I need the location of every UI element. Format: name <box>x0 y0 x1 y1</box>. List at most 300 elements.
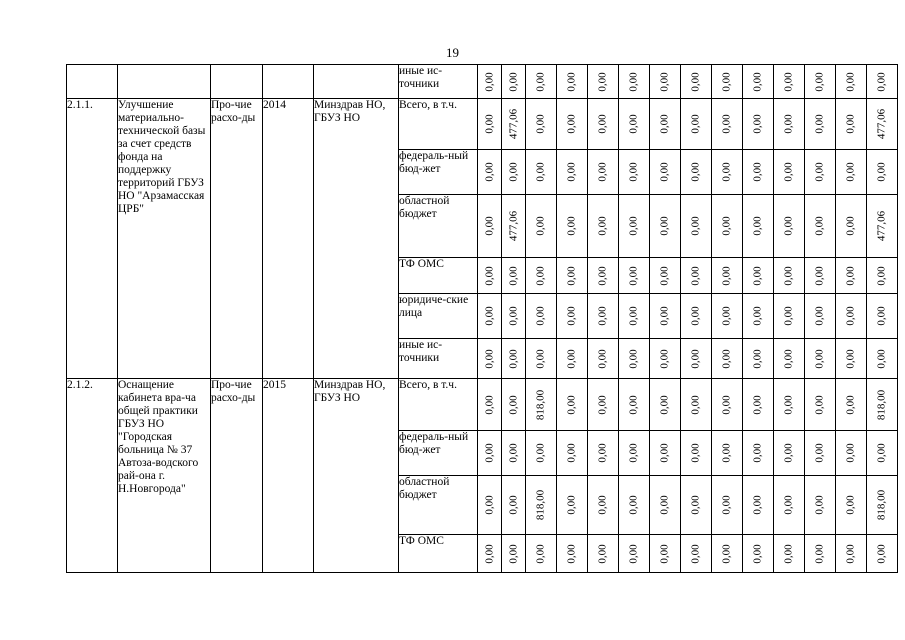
value-cell <box>867 294 898 339</box>
value-cell <box>743 535 774 573</box>
value-cell <box>619 150 650 195</box>
value-text: 0,00 <box>483 306 495 326</box>
value-cell <box>712 65 743 99</box>
value-cell <box>557 195 588 258</box>
value-cell <box>867 258 898 294</box>
value-text: 0,00 <box>565 394 578 415</box>
value-cell <box>743 379 774 431</box>
value-text: 0,00 <box>782 216 795 236</box>
value-text: 477,06 <box>875 210 888 242</box>
value-cell <box>619 379 650 431</box>
value-cell <box>619 294 650 339</box>
empty-cell <box>211 65 263 99</box>
source-cell: иные ис-точники <box>399 65 478 99</box>
executor-cell: Минздрав НО, ГБУЗ НО <box>314 379 399 573</box>
value-cell <box>526 294 557 339</box>
value-cell <box>774 150 805 195</box>
value-cell <box>619 535 650 573</box>
value-text: 0,00 <box>565 306 578 326</box>
value-text: 0,00 <box>844 394 857 415</box>
value-cell <box>867 99 898 150</box>
source-cell: областной бюджет <box>399 195 478 258</box>
value-text: 0,00 <box>689 443 702 463</box>
value-cell <box>836 195 867 258</box>
value-cell <box>743 294 774 339</box>
value-text: 0,00 <box>844 495 857 515</box>
value-cell <box>805 258 836 294</box>
value-text: 0,00 <box>483 162 495 182</box>
value-text: 0,00 <box>507 306 519 326</box>
value-text: 0,00 <box>689 495 702 515</box>
value-text: 0,00 <box>627 162 640 182</box>
value-text: 0,00 <box>507 162 519 182</box>
value-cell <box>478 65 502 99</box>
value-text: 0,00 <box>658 394 671 415</box>
value-cell <box>502 258 526 294</box>
value-cell <box>502 535 526 573</box>
value-cell <box>712 99 743 150</box>
value-cell <box>650 535 681 573</box>
value-text: 0,00 <box>751 495 764 515</box>
value-cell <box>526 431 557 476</box>
value-cell <box>478 150 502 195</box>
value-cell <box>502 339 526 379</box>
value-cell <box>557 431 588 476</box>
value-cell <box>557 258 588 294</box>
value-cell <box>478 294 502 339</box>
value-text: 0,00 <box>627 306 640 326</box>
item-id-cell: 2.1.1. <box>67 99 118 379</box>
value-text: 0,00 <box>483 543 495 564</box>
table-body <box>67 65 898 573</box>
value-cell <box>681 339 712 379</box>
value-text: 0,00 <box>689 348 702 369</box>
empty-cell <box>67 65 118 99</box>
source-cell: областной бюджет <box>399 476 478 535</box>
value-text: 0,00 <box>507 265 519 286</box>
value-text: 0,00 <box>689 394 702 415</box>
value-cell <box>681 379 712 431</box>
value-text: 0,00 <box>720 162 733 182</box>
value-text: 0,00 <box>844 443 857 463</box>
value-text: 0,00 <box>751 114 764 134</box>
value-cell <box>478 379 502 431</box>
value-cell <box>743 339 774 379</box>
value-text: 0,00 <box>596 443 609 463</box>
executor-cell: Минздрав НО, ГБУЗ НО <box>314 99 399 379</box>
value-text: 0,00 <box>596 306 609 326</box>
value-text: 0,00 <box>596 495 609 515</box>
value-cell <box>712 431 743 476</box>
value-text: 0,00 <box>534 443 547 463</box>
value-cell <box>557 535 588 573</box>
source-cell: юридиче-ские лица <box>399 294 478 339</box>
value-text: 0,00 <box>483 114 495 134</box>
value-cell <box>478 99 502 150</box>
value-text: 0,00 <box>844 216 857 236</box>
value-cell <box>502 431 526 476</box>
value-cell <box>836 294 867 339</box>
value-text: 0,00 <box>782 443 795 463</box>
value-text: 0,00 <box>596 114 609 134</box>
value-cell <box>478 258 502 294</box>
value-text: 0,00 <box>875 162 888 182</box>
value-cell <box>588 99 619 150</box>
value-cell <box>774 195 805 258</box>
value-text: 0,00 <box>720 348 733 369</box>
value-cell <box>526 195 557 258</box>
value-cell <box>588 258 619 294</box>
value-cell <box>836 476 867 535</box>
value-text: 0,00 <box>844 543 857 564</box>
value-text: 0,00 <box>720 543 733 564</box>
value-cell <box>774 294 805 339</box>
value-cell <box>805 476 836 535</box>
value-cell <box>805 99 836 150</box>
value-cell <box>588 535 619 573</box>
value-cell <box>502 476 526 535</box>
value-text: 0,00 <box>751 348 764 369</box>
value-cell <box>805 150 836 195</box>
value-cell <box>650 379 681 431</box>
value-cell <box>774 258 805 294</box>
value-cell <box>836 65 867 99</box>
value-cell <box>867 339 898 379</box>
value-cell <box>712 258 743 294</box>
value-cell <box>588 150 619 195</box>
value-text: 0,00 <box>596 394 609 415</box>
value-text: 0,00 <box>596 71 609 92</box>
value-cell <box>743 99 774 150</box>
value-text: 0,00 <box>483 265 495 286</box>
value-cell <box>557 339 588 379</box>
value-text: 0,00 <box>782 543 795 564</box>
year-cell: 2014 <box>263 99 314 379</box>
value-text: 0,00 <box>483 443 495 463</box>
value-text: 0,00 <box>565 495 578 515</box>
value-text: 0,00 <box>720 114 733 134</box>
value-cell <box>526 535 557 573</box>
value-cell <box>557 476 588 535</box>
value-text: 0,00 <box>813 306 826 326</box>
value-cell <box>650 195 681 258</box>
value-text: 0,00 <box>813 348 826 369</box>
value-cell <box>836 150 867 195</box>
value-cell <box>526 99 557 150</box>
value-cell <box>805 294 836 339</box>
value-text: 0,00 <box>720 443 733 463</box>
value-cell <box>650 339 681 379</box>
value-cell <box>557 379 588 431</box>
value-cell <box>836 535 867 573</box>
value-text: 0,00 <box>565 543 578 564</box>
source-cell: иные ис-точники <box>399 339 478 379</box>
source-cell: ТФ ОМС <box>399 535 478 573</box>
value-text: 0,00 <box>534 71 547 92</box>
value-cell <box>619 476 650 535</box>
value-text: 0,00 <box>658 348 671 369</box>
value-cell <box>681 195 712 258</box>
value-text: 0,00 <box>507 495 519 515</box>
value-text: 0,00 <box>813 443 826 463</box>
expense-type-cell: Про-чие расхо-ды <box>211 99 263 379</box>
table-row <box>67 65 898 99</box>
value-cell <box>619 65 650 99</box>
value-cell <box>681 99 712 150</box>
value-cell <box>588 379 619 431</box>
value-text: 0,00 <box>627 495 640 515</box>
value-text: 477,06 <box>507 108 519 140</box>
value-text: 0,00 <box>658 543 671 564</box>
value-text: 0,00 <box>565 71 578 92</box>
value-cell <box>681 150 712 195</box>
value-text: 0,00 <box>844 114 857 134</box>
value-text: 0,00 <box>534 114 547 134</box>
value-cell <box>774 379 805 431</box>
source-cell: федераль-ный бюд-жет <box>399 150 478 195</box>
value-text: 0,00 <box>844 162 857 182</box>
value-text: 0,00 <box>813 495 826 515</box>
value-text: 818,00 <box>534 389 547 420</box>
table-row <box>67 379 898 431</box>
value-cell <box>867 195 898 258</box>
value-cell <box>502 65 526 99</box>
value-cell <box>743 195 774 258</box>
value-cell <box>681 476 712 535</box>
value-text: 0,00 <box>720 306 733 326</box>
value-cell <box>867 476 898 535</box>
value-text: 0,00 <box>689 265 702 286</box>
value-cell <box>650 431 681 476</box>
value-text: 818,00 <box>875 389 888 420</box>
value-cell <box>502 294 526 339</box>
value-cell <box>867 150 898 195</box>
value-text: 0,00 <box>875 265 888 286</box>
value-text: 0,00 <box>782 348 795 369</box>
value-cell <box>588 195 619 258</box>
value-cell <box>557 294 588 339</box>
value-text: 0,00 <box>751 216 764 236</box>
value-text: 0,00 <box>720 71 733 92</box>
value-text: 0,00 <box>689 216 702 236</box>
value-text: 0,00 <box>689 543 702 564</box>
value-text: 0,00 <box>627 394 640 415</box>
value-cell <box>867 431 898 476</box>
value-text: 0,00 <box>875 348 888 369</box>
value-text: 818,00 <box>875 489 888 521</box>
value-text: 0,00 <box>658 71 671 92</box>
item-id-cell: 2.1.2. <box>67 379 118 573</box>
value-text: 0,00 <box>875 306 888 326</box>
value-text: 0,00 <box>751 543 764 564</box>
value-text: 0,00 <box>813 216 826 236</box>
value-cell <box>805 431 836 476</box>
value-cell <box>712 379 743 431</box>
value-text: 0,00 <box>782 265 795 286</box>
value-cell <box>526 150 557 195</box>
value-text: 0,00 <box>658 495 671 515</box>
value-text: 477,06 <box>875 108 888 140</box>
value-text: 0,00 <box>596 543 609 564</box>
value-cell <box>743 150 774 195</box>
value-cell <box>502 150 526 195</box>
value-cell <box>836 431 867 476</box>
value-cell <box>712 535 743 573</box>
value-text: 0,00 <box>782 306 795 326</box>
value-text: 0,00 <box>875 443 888 463</box>
value-text: 0,00 <box>875 543 888 564</box>
value-text: 0,00 <box>813 71 826 92</box>
value-cell <box>836 339 867 379</box>
value-text: 0,00 <box>720 394 733 415</box>
value-cell <box>774 99 805 150</box>
value-text: 0,00 <box>507 543 519 564</box>
value-cell <box>619 431 650 476</box>
value-cell <box>650 99 681 150</box>
item-title-cell: Оснащение кабинета вра-ча общей практики ГБУЗ НО "Городская больница № 37 Автоза-водского рай-она г. Н.Новгорода" <box>118 379 211 573</box>
value-text: 0,00 <box>782 71 795 92</box>
value-text: 0,00 <box>534 216 547 236</box>
value-cell <box>805 339 836 379</box>
value-text: 0,00 <box>813 394 826 415</box>
value-text: 0,00 <box>534 543 547 564</box>
value-text: 0,00 <box>658 265 671 286</box>
value-cell <box>712 195 743 258</box>
value-text: 0,00 <box>689 71 702 92</box>
value-cell <box>774 431 805 476</box>
value-cell <box>774 65 805 99</box>
value-cell <box>774 339 805 379</box>
value-cell <box>650 150 681 195</box>
expense-type-cell: Про-чие расхо-ды <box>211 379 263 573</box>
value-cell <box>743 258 774 294</box>
value-text: 0,00 <box>751 443 764 463</box>
value-cell <box>681 535 712 573</box>
value-cell <box>502 99 526 150</box>
year-cell: 2015 <box>263 379 314 573</box>
value-text: 0,00 <box>875 71 888 92</box>
value-cell <box>681 258 712 294</box>
table-row <box>67 99 898 150</box>
value-text: 0,00 <box>627 348 640 369</box>
value-cell <box>502 195 526 258</box>
value-text: 0,00 <box>596 265 609 286</box>
value-cell <box>867 65 898 99</box>
value-text: 0,00 <box>689 162 702 182</box>
value-cell <box>526 476 557 535</box>
value-cell <box>805 535 836 573</box>
value-cell <box>619 339 650 379</box>
value-text: 0,00 <box>483 71 495 92</box>
value-text: 0,00 <box>627 265 640 286</box>
value-cell <box>588 431 619 476</box>
value-cell <box>619 99 650 150</box>
value-text: 0,00 <box>782 495 795 515</box>
value-cell <box>836 99 867 150</box>
value-text: 0,00 <box>596 348 609 369</box>
value-text: 0,00 <box>596 216 609 236</box>
value-text: 0,00 <box>813 543 826 564</box>
value-cell <box>681 65 712 99</box>
value-cell <box>557 150 588 195</box>
value-cell <box>805 195 836 258</box>
value-cell <box>650 476 681 535</box>
financing-table <box>66 64 898 573</box>
value-text: 0,00 <box>534 265 547 286</box>
empty-cell <box>314 65 399 99</box>
value-text: 0,00 <box>534 162 547 182</box>
value-cell <box>588 294 619 339</box>
value-text: 0,00 <box>658 443 671 463</box>
value-text: 0,00 <box>751 71 764 92</box>
value-text: 0,00 <box>751 265 764 286</box>
value-cell <box>588 65 619 99</box>
value-cell <box>743 65 774 99</box>
value-text: 0,00 <box>627 114 640 134</box>
value-text: 0,00 <box>483 394 495 415</box>
value-text: 0,00 <box>507 71 519 92</box>
value-text: 0,00 <box>565 114 578 134</box>
value-cell <box>836 258 867 294</box>
value-text: 0,00 <box>689 306 702 326</box>
value-cell <box>557 65 588 99</box>
source-cell: ТФ ОМС <box>399 258 478 294</box>
source-cell: Всего, в т.ч. <box>399 379 478 431</box>
value-cell <box>588 476 619 535</box>
empty-cell <box>118 65 211 99</box>
value-cell <box>681 294 712 339</box>
page-number: 19 <box>446 45 459 60</box>
value-text: 0,00 <box>782 162 795 182</box>
value-cell <box>650 258 681 294</box>
value-cell <box>502 379 526 431</box>
value-text: 0,00 <box>565 443 578 463</box>
value-cell <box>557 99 588 150</box>
value-cell <box>836 379 867 431</box>
value-text: 0,00 <box>689 114 702 134</box>
value-text: 0,00 <box>507 443 519 463</box>
value-cell <box>712 339 743 379</box>
value-cell <box>867 535 898 573</box>
value-text: 0,00 <box>627 443 640 463</box>
value-text: 0,00 <box>534 306 547 326</box>
value-text: 0,00 <box>627 71 640 92</box>
value-text: 0,00 <box>483 495 495 515</box>
value-cell <box>712 150 743 195</box>
value-cell <box>526 339 557 379</box>
value-cell <box>867 379 898 431</box>
value-cell <box>619 195 650 258</box>
value-text: 0,00 <box>751 306 764 326</box>
value-cell <box>743 431 774 476</box>
value-text: 0,00 <box>844 306 857 326</box>
value-text: 0,00 <box>751 394 764 415</box>
source-cell: федераль-ный бюд-жет <box>399 431 478 476</box>
value-text: 0,00 <box>782 394 795 415</box>
value-text: 0,00 <box>813 114 826 134</box>
value-text: 0,00 <box>720 495 733 515</box>
value-text: 0,00 <box>844 71 857 92</box>
value-text: 0,00 <box>813 265 826 286</box>
value-text: 0,00 <box>565 162 578 182</box>
value-cell <box>774 535 805 573</box>
value-text: 0,00 <box>627 543 640 564</box>
value-cell <box>478 339 502 379</box>
value-cell <box>805 379 836 431</box>
value-text: 0,00 <box>658 216 671 236</box>
value-cell <box>712 476 743 535</box>
value-text: 0,00 <box>483 348 495 369</box>
